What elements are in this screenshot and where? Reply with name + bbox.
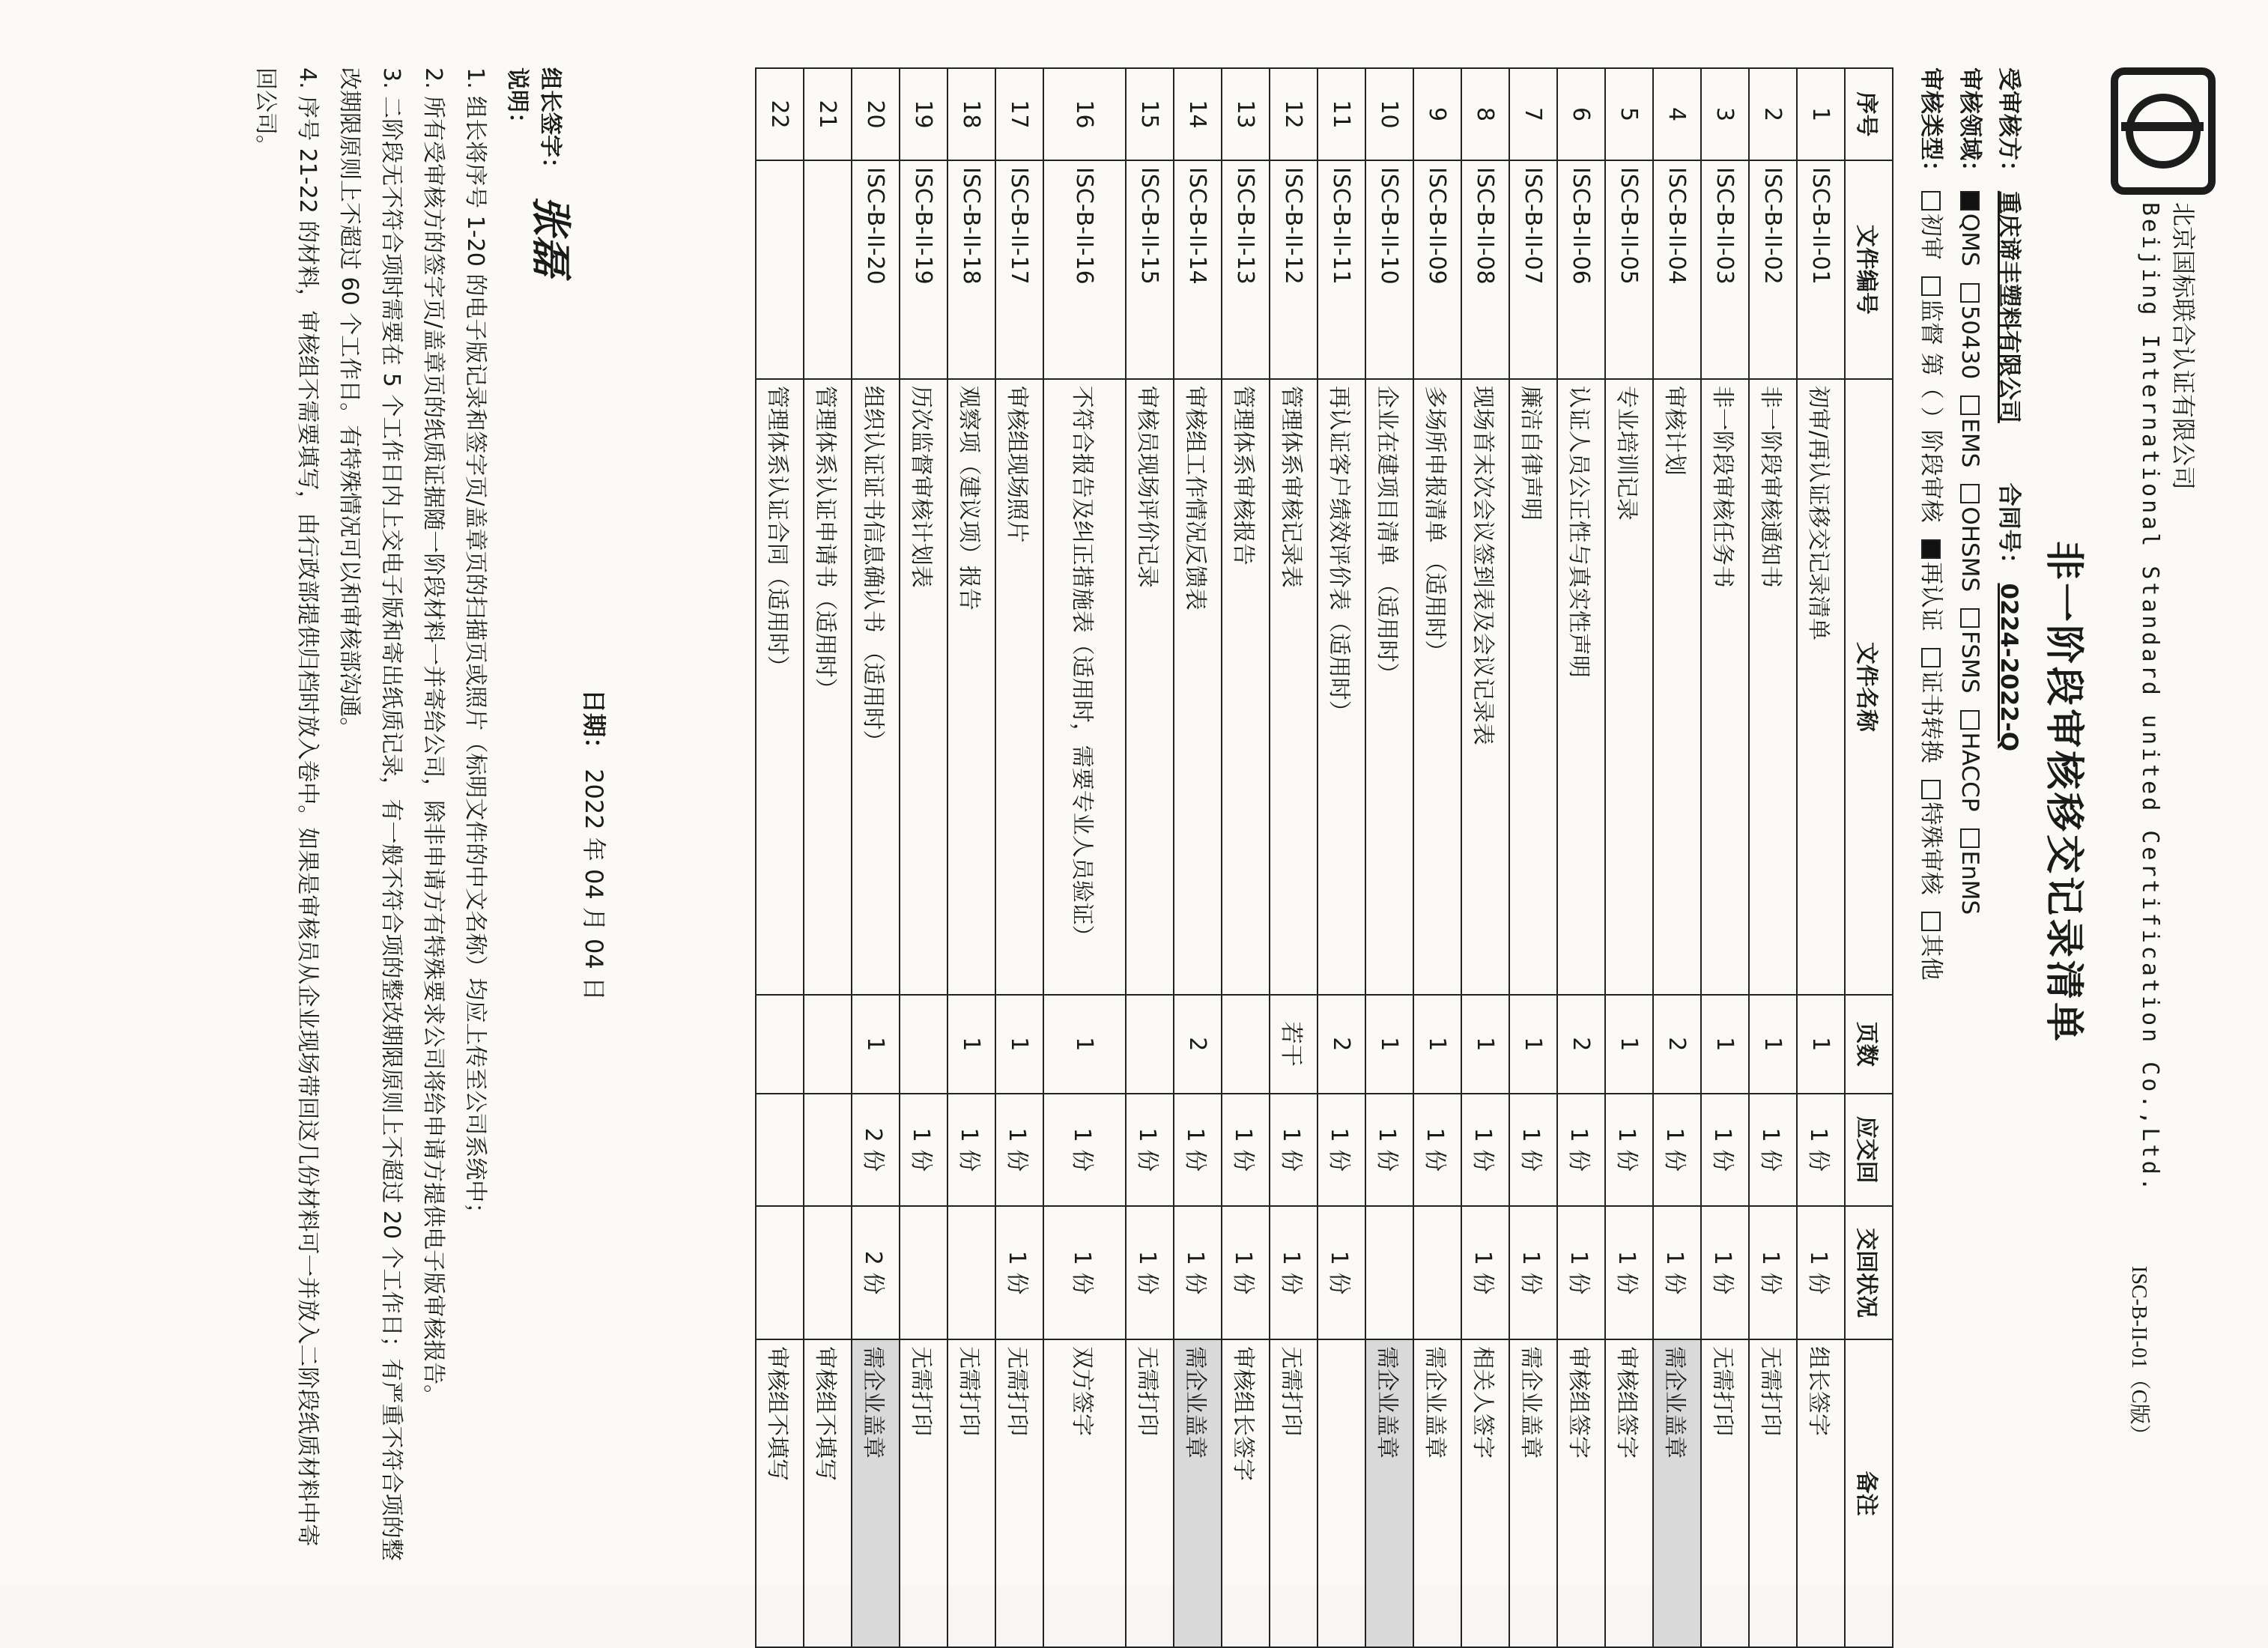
- domain-option[interactable]: [1956, 608, 1983, 693]
- domain-option-label: OHSMS: [1956, 506, 1983, 593]
- cell-returned: [1365, 1206, 1413, 1339]
- type-option-label: 特殊审核: [1917, 802, 1944, 895]
- checkbox-icon[interactable]: [1960, 828, 1980, 848]
- cell-returned: 1 份: [1605, 1206, 1653, 1339]
- note-item: 4. 序号 21-22 的材料，审核组不需要填写，由行政部提供归档时放入卷中。如果是审核员从企业现场带回这几份材料可一并放入二阶段纸质材料中寄回公司。: [252, 67, 321, 1547]
- cell-code: ISC-B-II-08: [1461, 160, 1509, 379]
- type-label: 审核类型：: [1917, 67, 1944, 184]
- handwritten-signature: 张磊: [527, 195, 575, 276]
- header-due: 应交回: [1845, 1094, 1893, 1206]
- cell-note: [1318, 1339, 1365, 1647]
- cell-code: ISC-B-II-13: [1222, 160, 1270, 379]
- cell-due: 1 份: [1043, 1094, 1126, 1206]
- checkbox-icon[interactable]: [1921, 648, 1941, 667]
- cell-code: ISC-B-II-05: [1605, 160, 1653, 379]
- cell-returned: [900, 1206, 947, 1339]
- header-pages: 页数: [1845, 995, 1893, 1094]
- page-title: 非一阶段审核移交记录清单: [2041, 540, 2086, 1044]
- cell-note: 双方签字: [1043, 1339, 1126, 1647]
- cell-returned: [804, 1206, 852, 1339]
- table-row: [804, 68, 852, 1647]
- cell-code: ISC-B-II-14: [1174, 160, 1222, 379]
- table-row: [1749, 68, 1797, 1647]
- cell-due: 1 份: [1701, 1094, 1749, 1206]
- contract-label: 合同号：: [1995, 482, 2022, 576]
- type-option[interactable]: [1917, 648, 1944, 763]
- cell-code: ISC-B-II-16: [1043, 160, 1126, 379]
- cell-pages: 1: [1509, 995, 1557, 1094]
- type-option[interactable]: [1917, 276, 1944, 523]
- cell-returned: [947, 1206, 995, 1339]
- header-returned: 交回状况: [1845, 1206, 1893, 1339]
- domain-option[interactable]: [1956, 710, 1983, 812]
- date-label: 日期：: [580, 689, 608, 762]
- checkbox-icon[interactable]: [1921, 539, 1941, 559]
- cell-code: ISC-B-II-17: [995, 160, 1043, 379]
- cell-name: 组织认证证书信息确认书 （适用时）: [852, 379, 900, 995]
- cell-pages: [1126, 995, 1174, 1094]
- cell-note: 相关人签字: [1461, 1339, 1509, 1647]
- cell-no: 1: [1797, 68, 1845, 160]
- cell-note: 审核组长签字: [1222, 1339, 1270, 1647]
- cell-code: [804, 160, 852, 379]
- cell-code: ISC-B-II-19: [900, 160, 947, 379]
- handover-table: [755, 67, 1893, 1648]
- cell-code: ISC-B-II-02: [1749, 160, 1797, 379]
- table-row: [1797, 68, 1845, 1647]
- cell-note: 无需打印: [900, 1339, 947, 1647]
- cell-name: 审核计划: [1653, 379, 1701, 995]
- cell-no: 2: [1749, 68, 1797, 160]
- cell-note: 组长签字: [1797, 1339, 1845, 1647]
- cell-pages: 1: [1365, 995, 1413, 1094]
- type-option[interactable]: [1917, 539, 1944, 631]
- cell-name: 企业在建项目清单 （适用时）: [1365, 379, 1413, 995]
- table-row: [1365, 68, 1413, 1647]
- cell-note: 审核组不填写: [756, 1339, 804, 1647]
- notes-list: [244, 67, 496, 1566]
- cell-note: 需企业盖章: [1653, 1339, 1701, 1647]
- cell-name: 历次监督审核计划表: [900, 379, 947, 995]
- type-option-label: 再认证: [1917, 561, 1944, 631]
- cell-returned: 1 份: [1797, 1206, 1845, 1339]
- notes-section: [244, 67, 538, 1566]
- cell-due: 1 份: [1413, 1094, 1461, 1206]
- cell-name: 观察项（建议项）报告: [947, 379, 995, 995]
- checkbox-icon[interactable]: [1960, 608, 1980, 628]
- cell-due: 1 份: [1126, 1094, 1174, 1206]
- client-value: 重庆谛丰塑料有限公司: [1995, 190, 2022, 423]
- cell-note: 需企业盖章: [1413, 1339, 1461, 1647]
- cell-pages: 若干: [1270, 995, 1318, 1094]
- cell-returned: 1 份: [1222, 1206, 1270, 1339]
- company-name-cn: 北京国标联合认证有限公司: [2169, 202, 2198, 491]
- checkbox-icon[interactable]: [1960, 283, 1980, 303]
- cell-name: 廉洁自律声明: [1509, 379, 1557, 995]
- cell-note: 需企业盖章: [1365, 1339, 1413, 1647]
- cell-name: 再认证客户绩效评价表（适用时）: [1318, 379, 1365, 995]
- cell-name: 管理体系认证申请书（适用时）: [804, 379, 852, 995]
- cell-due: [756, 1094, 804, 1206]
- cell-code: ISC-B-II-07: [1509, 160, 1557, 379]
- cell-due: 1 份: [1557, 1094, 1605, 1206]
- cell-pages: 2: [1557, 995, 1605, 1094]
- table-row: [1653, 68, 1701, 1647]
- type-option-label: 监督 第（ ）阶段审核: [1917, 298, 1944, 523]
- cell-no: 6: [1557, 68, 1605, 160]
- date-line: [578, 689, 613, 1001]
- cell-pages: 1: [1605, 995, 1653, 1094]
- checkbox-icon[interactable]: [1960, 484, 1980, 503]
- cell-due: 1 份: [1318, 1094, 1365, 1206]
- cell-pages: 1: [1461, 995, 1509, 1094]
- cell-returned: 1 份: [1043, 1206, 1126, 1339]
- cell-no: 9: [1413, 68, 1461, 160]
- domain-option-label: QMS: [1956, 213, 1983, 267]
- cell-returned: 1 份: [1509, 1206, 1557, 1339]
- type-option-label: 初审: [1917, 213, 1944, 260]
- cell-returned: 1 份: [1701, 1206, 1749, 1339]
- cell-name: 初审/再认证移交记录清单: [1797, 379, 1845, 995]
- cell-pages: [900, 995, 947, 1094]
- cell-returned: 1 份: [1174, 1206, 1222, 1339]
- cell-note: 审核组不填写: [804, 1339, 852, 1647]
- cell-note: 审核组签字: [1605, 1339, 1653, 1647]
- cell-no: 16: [1043, 68, 1126, 160]
- cell-name: 认证人员公正性与真实性声明: [1557, 379, 1605, 995]
- checkbox-icon[interactable]: [1921, 912, 1941, 931]
- notes-title: 说明：: [504, 67, 530, 135]
- header-no: 序号: [1845, 68, 1893, 160]
- cell-no: 21: [804, 68, 852, 160]
- table-row: [1461, 68, 1509, 1647]
- domain-option-label: EnMS: [1956, 850, 1983, 915]
- type-option[interactable]: [1917, 912, 1944, 981]
- cell-name: 非一阶段审核任务书: [1701, 379, 1749, 995]
- cell-name: 审核员现场评价记录: [1126, 379, 1174, 995]
- cell-no: 4: [1653, 68, 1701, 160]
- cell-name: 管理体系认证合同（适用时）: [756, 379, 804, 995]
- cell-name: 专业培训记录: [1605, 379, 1653, 995]
- cell-code: [756, 160, 804, 379]
- cell-due: 1 份: [1749, 1094, 1797, 1206]
- cell-note: 需企业盖章: [1509, 1339, 1557, 1647]
- cell-no: 12: [1270, 68, 1318, 160]
- checkbox-icon[interactable]: [1921, 780, 1941, 799]
- cell-returned: 1 份: [1557, 1206, 1605, 1339]
- domain-option-label: HACCP: [1956, 732, 1983, 812]
- cell-no: 17: [995, 68, 1043, 160]
- table-row: [900, 68, 947, 1647]
- client-label: 受审核方：: [1995, 67, 2022, 184]
- cell-code: ISC-B-II-06: [1557, 160, 1605, 379]
- cell-pages: 1: [1797, 995, 1845, 1094]
- table-row: [1174, 68, 1222, 1647]
- domain-option-label: 50430: [1956, 305, 1983, 380]
- cell-returned: 1 份: [995, 1206, 1043, 1339]
- client-line: [1995, 67, 2028, 751]
- cell-note: 无需打印: [947, 1339, 995, 1647]
- contract-value: 0224-2022-Q: [1995, 583, 2022, 752]
- domain-option[interactable]: [1956, 484, 1983, 592]
- cell-pages: 2: [1653, 995, 1701, 1094]
- table-row: [756, 68, 804, 1647]
- cell-due: 1 份: [1797, 1094, 1845, 1206]
- cell-no: 10: [1365, 68, 1413, 160]
- cell-returned: 2 份: [852, 1206, 900, 1339]
- company-logo-icon: [2111, 67, 2216, 195]
- header-code: 文件编号: [1845, 160, 1893, 379]
- domain-option[interactable]: [1956, 396, 1983, 467]
- date-value: 2022 年 04 月 04 日: [580, 769, 608, 1001]
- cell-code: ISC-B-II-10: [1365, 160, 1413, 379]
- type-checkboxes: [1917, 191, 1944, 997]
- cell-no: 7: [1509, 68, 1557, 160]
- cell-no: 5: [1605, 68, 1653, 160]
- cell-returned: 1 份: [1318, 1206, 1365, 1339]
- type-option[interactable]: [1917, 191, 1944, 260]
- cell-due: 1 份: [1174, 1094, 1222, 1206]
- company-name-en: Beijing International Standard united Certification Co.,Ltd.: [2137, 202, 2163, 1194]
- note-item: 2. 所有受审核方的签字页/盖章页的纸质证据随一阶段材料一并寄给公司，除非申请方有特殊要求公司将给申请方提供电子版审核报告。: [420, 67, 446, 1408]
- cell-note: 审核组签字: [1557, 1339, 1605, 1647]
- cell-due: 1 份: [995, 1094, 1043, 1206]
- cell-note: 无需打印: [1749, 1339, 1797, 1647]
- type-option-label: 证书转换: [1917, 670, 1944, 763]
- table-row: [1413, 68, 1461, 1647]
- cell-code: ISC-B-II-01: [1797, 160, 1845, 379]
- note-item: 3. 二阶段无不符合项时需要在 5 个工作日内上交电子版和寄出纸质记录，有一般不符合项的整改期限原则上不超过 20 个工作日；有严重不符合项的整改期限原则上不超过 60 个工作日。有特殊情况可以和审核部沟通。: [336, 67, 404, 1561]
- cell-name: 不符合报告及纠正措施表（适用时，需要专业人员验证）: [1043, 379, 1126, 995]
- cell-note: 无需打印: [1701, 1339, 1749, 1647]
- table-body: [756, 68, 1845, 1647]
- cell-name: 非一阶段审核通知书: [1749, 379, 1797, 995]
- type-option[interactable]: [1917, 780, 1944, 895]
- cell-returned: [756, 1206, 804, 1339]
- domain-option-label: FSMS: [1956, 631, 1983, 694]
- cell-pages: 2: [1174, 995, 1222, 1094]
- cell-pages: 1: [1749, 995, 1797, 1094]
- table-row: [1701, 68, 1749, 1647]
- header-note: 备注: [1845, 1339, 1893, 1647]
- cell-name: 管理体系审核记录表: [1270, 379, 1318, 995]
- cell-code: ISC-B-II-18: [947, 160, 995, 379]
- table-row: [1318, 68, 1365, 1647]
- cell-no: 14: [1174, 68, 1222, 160]
- cell-no: 3: [1701, 68, 1749, 160]
- cell-pages: [756, 995, 804, 1094]
- table-row: [1043, 68, 1126, 1647]
- domain-option[interactable]: [1956, 283, 1983, 380]
- table-row: [947, 68, 995, 1647]
- cell-no: 8: [1461, 68, 1509, 160]
- cell-note: 需企业盖章: [852, 1339, 900, 1647]
- table-header-row: [1845, 68, 1893, 1647]
- note-item: 1. 组长将序号 1-20 的电子版记录和签字页/盖章页的扫描页或照片（标明文件的中文名称）均应上传至公司系统中；: [462, 67, 488, 1226]
- checkbox-icon[interactable]: [1921, 191, 1941, 210]
- cell-due: 1 份: [947, 1094, 995, 1206]
- cell-no: 13: [1222, 68, 1270, 160]
- domain-line: [1956, 67, 1989, 931]
- table-row: [1222, 68, 1270, 1647]
- cell-pages: 1: [947, 995, 995, 1094]
- cell-name: 管理体系审核报告: [1222, 379, 1270, 995]
- cell-pages: 1: [1043, 995, 1126, 1094]
- cell-due: 1 份: [900, 1094, 947, 1206]
- cell-returned: 1 份: [1270, 1206, 1318, 1339]
- cell-returned: 1 份: [1653, 1206, 1701, 1339]
- cell-pages: [1222, 995, 1270, 1094]
- cell-due: 1 份: [1365, 1094, 1413, 1206]
- cell-note: 无需打印: [1126, 1339, 1174, 1647]
- cell-pages: [804, 995, 852, 1094]
- cell-name: 多场所申报清单 （适用时）: [1413, 379, 1461, 995]
- table-row: [1126, 68, 1174, 1647]
- cell-pages: 2: [1318, 995, 1365, 1094]
- table-row: [1509, 68, 1557, 1647]
- cell-no: 20: [852, 68, 900, 160]
- cell-code: ISC-B-II-09: [1413, 160, 1461, 379]
- cell-no: 15: [1126, 68, 1174, 160]
- cell-due: 1 份: [1509, 1094, 1557, 1206]
- cell-returned: 1 份: [1749, 1206, 1797, 1339]
- cell-name: 现场首末次会议签到表及会议记录表: [1461, 379, 1509, 995]
- cell-note: 无需打印: [1270, 1339, 1318, 1647]
- checkbox-icon[interactable]: [1960, 191, 1980, 210]
- cell-no: 22: [756, 68, 804, 160]
- domain-label: 审核领域：: [1956, 67, 1983, 184]
- cell-no: 11: [1318, 68, 1365, 160]
- cell-pages: 1: [1701, 995, 1749, 1094]
- table-row: [995, 68, 1043, 1647]
- cell-due: 1 份: [1270, 1094, 1318, 1206]
- cell-note: 需企业盖章: [1174, 1339, 1222, 1647]
- cell-code: ISC-B-II-12: [1270, 160, 1318, 379]
- table-row: [852, 68, 900, 1647]
- cell-due: [804, 1094, 852, 1206]
- type-option-label: 其他: [1917, 933, 1944, 981]
- cell-due: 1 份: [1605, 1094, 1653, 1206]
- sign-label: 组长签字：: [537, 67, 563, 180]
- cell-pages: 1: [995, 995, 1043, 1094]
- cell-pages: 1: [852, 995, 900, 1094]
- cell-no: 19: [900, 68, 947, 160]
- domain-option[interactable]: [1956, 191, 1983, 267]
- cell-returned: 1 份: [1461, 1206, 1509, 1339]
- domain-option-label: EMS: [1956, 418, 1983, 468]
- domain-checkboxes: [1956, 191, 1983, 931]
- cell-no: 18: [947, 68, 995, 160]
- cell-due: 2 份: [852, 1094, 900, 1206]
- type-line: [1917, 67, 1950, 997]
- table-row: [1605, 68, 1653, 1647]
- cell-pages: 1: [1413, 995, 1461, 1094]
- domain-option[interactable]: [1956, 828, 1983, 915]
- cell-code: ISC-B-II-03: [1701, 160, 1749, 379]
- cell-due: 1 份: [1653, 1094, 1701, 1206]
- cell-code: ISC-B-II-11: [1318, 160, 1365, 379]
- checkbox-icon[interactable]: [1960, 396, 1980, 415]
- checkbox-icon[interactable]: [1960, 710, 1980, 730]
- cell-due: 1 份: [1222, 1094, 1270, 1206]
- cell-note: 无需打印: [995, 1339, 1043, 1647]
- cell-returned: [1413, 1206, 1461, 1339]
- header-name: 文件名称: [1845, 379, 1893, 995]
- table-row: [1557, 68, 1605, 1647]
- cell-code: ISC-B-II-15: [1126, 160, 1174, 379]
- document-code: ISC-B-II-01（C版）: [2127, 1266, 2150, 1446]
- cell-code: ISC-B-II-20: [852, 160, 900, 379]
- cell-name: 审核组现场照片: [995, 379, 1043, 995]
- checkbox-icon[interactable]: [1921, 276, 1941, 296]
- cell-due: 1 份: [1461, 1094, 1509, 1206]
- table-row: [1270, 68, 1318, 1647]
- cell-name: 审核组工作情况反馈表: [1174, 379, 1222, 995]
- cell-returned: 1 份: [1126, 1206, 1174, 1339]
- cell-code: ISC-B-II-04: [1653, 160, 1701, 379]
